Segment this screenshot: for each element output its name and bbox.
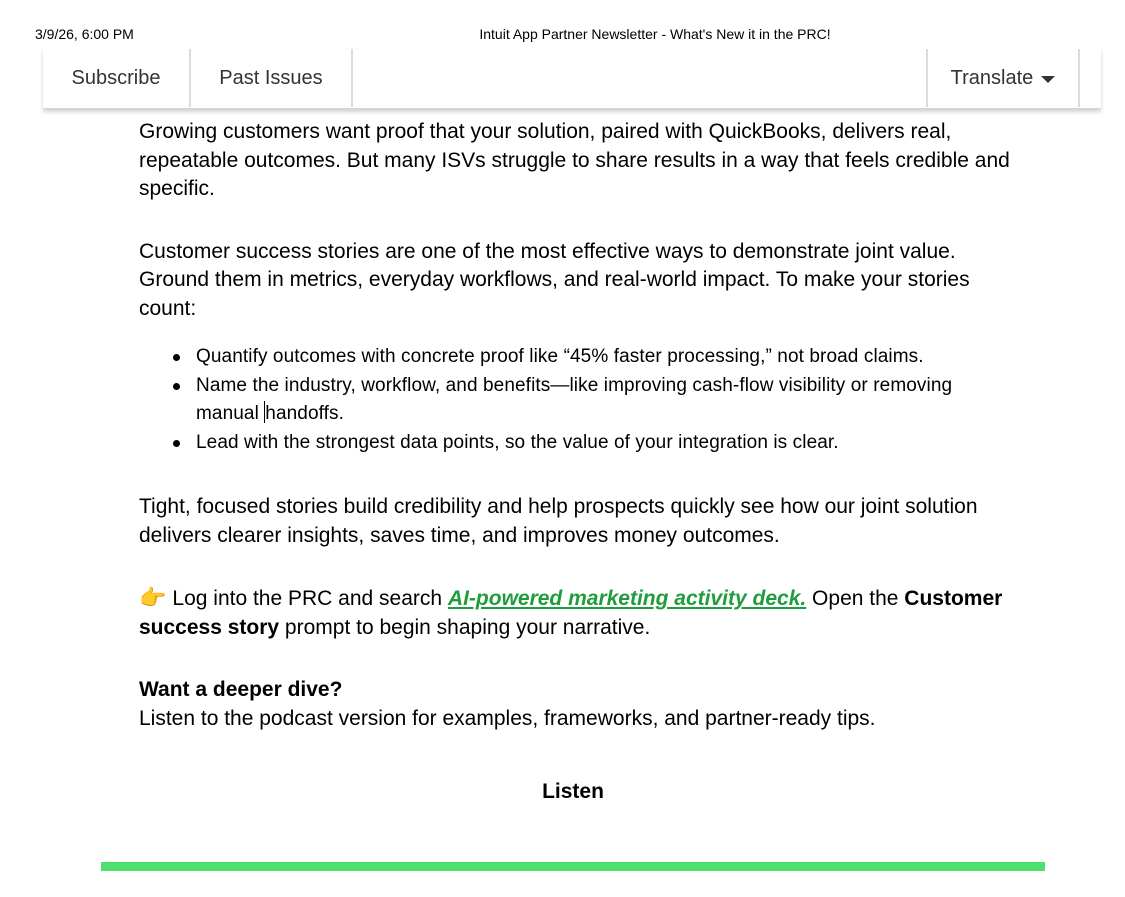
- print-date: 3/9/26, 6:00 PM: [35, 26, 134, 42]
- print-header: [0, 26, 1125, 42]
- list-item: [173, 372, 1019, 429]
- list-item-text-end: handoffs.: [265, 403, 345, 424]
- success-intro-paragraph: Customer success stories are one of the most effective ways to demonstrate joint value. Ground them in metrics, everyday workflows, and real-world impact. To make your stories count:: [139, 239, 970, 320]
- closing-paragraph: Tight, focused stories build credibility and help prospects quickly see how our joint solution delivers clearer insights, saves time, and improves money outcomes.: [139, 495, 978, 547]
- listen-link[interactable]: Listen: [542, 780, 604, 803]
- cta-middle: Open the: [806, 587, 905, 610]
- translate-label: Translate: [950, 66, 1034, 89]
- list-item-text: Name the industry, workflow, and benefits—like improving cash-flow visibility or removing manual: [196, 374, 953, 424]
- list-item: Quantify outcomes with concrete proof like “45% faster processing,” not broad claims.: [173, 343, 1019, 372]
- marketing-deck-link[interactable]: AI-powered marketing activity deck.: [447, 587, 807, 610]
- deeper-dive-text: Listen to the podcast version for examples, frameworks, and partner-ready tips.: [139, 706, 876, 730]
- deeper-dive-heading: Want a deeper dive?: [139, 678, 343, 701]
- past-issues-link[interactable]: Past Issues: [191, 49, 353, 107]
- newsletter-body: [139, 118, 1019, 733]
- list-item: Lead with the strongest data points, so the value of your integration is clear.: [173, 429, 1019, 458]
- tips-list: [139, 343, 1019, 457]
- cta-lead: Log into the PRC and search: [172, 587, 448, 610]
- cta-tail: prompt to begin shaping your narrative.: [279, 615, 651, 639]
- translate-dropdown[interactable]: [926, 49, 1080, 107]
- green-divider-bar: [101, 862, 1045, 871]
- newsletter-navbar: [43, 49, 1101, 109]
- print-title: Intuit App Partner Newsletter - What's New it in the PRC!: [479, 26, 831, 42]
- caret-down-icon: [1041, 76, 1055, 83]
- cta-bold: Customer success story: [139, 587, 1003, 639]
- subscribe-link[interactable]: Subscribe: [43, 49, 191, 107]
- pointing-hand-icon: 👉: [139, 585, 167, 610]
- deeper-dive-section: [139, 676, 1019, 733]
- intro-paragraph: Growing customers want proof that your solution, paired with QuickBooks, delivers real, repeatable outcomes. But many ISVs struggle to share results in a way that feels credible and specific.: [139, 120, 1010, 200]
- cta-paragraph: [139, 584, 1019, 642]
